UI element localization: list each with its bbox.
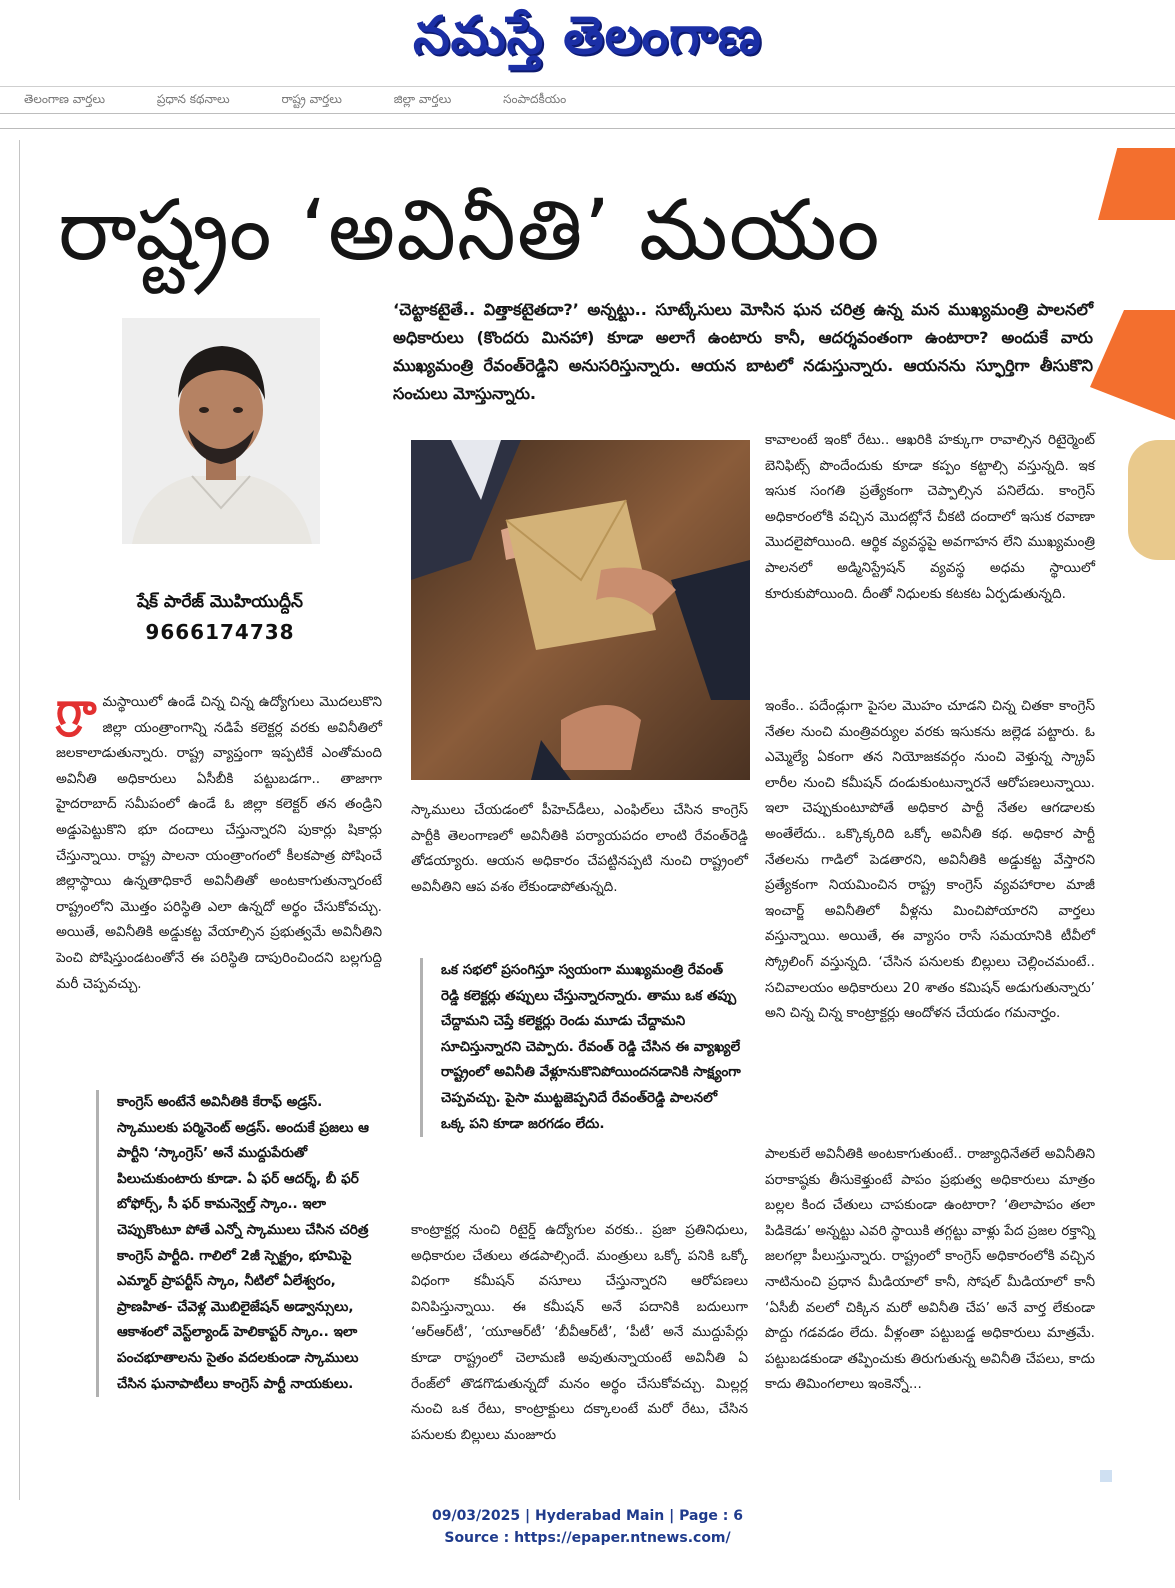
- ticker-item: సంపాదకీయం: [503, 92, 567, 106]
- column-1-text: మస్థాయిలో ఉండే చిన్న చిన్న ఉద్యోగులు మొదలుకొని జిల్లా యంత్రాంగాన్ని నడిపే కలెక్టర్ల వరకు అవినీతిలో జలకాలాడుతున్నారు. రాష్ట్ర వ్యాప్తంగా ఇప్పటికే ఎంతోమంది అవినీతి అధికారులు ఏసీబీకి పట్టుబడగా.. తాజాగా హైదరాబాద్ సమీపంలో ఉండే ఓ జిల్లా కలెక్టర్ తన తండ్రిని అడ్డుపెట్టుకొని భూ దందాలు చేస్తున్నారని పుకార్లు షికార్లు చేస్తున్నాయి. రాష్ట్ర పాలనా యంత్రాంగంలో కీలకపాత్ర పోషించే జిల్లాస్థాయి ఉన్నతాధికారే అవినీతితో అంటకాగుతున్నారంటే రాష్ట్రంలోని మొత్తం పరిస్థితి ఎలా ఉన్నదో అర్థం చేసుకోవచ్చు. అయితే, అవినీతికి అడ్డుకట్ట వేయాల్సిన ప్రభుత్వమే అవినీతిని పెంచి పోషిస్తుండటంతోనే ఈ పరిస్థితి దాపురించిందని బల్లగుద్ది మరీ చెప్పవచ్చు.: [56, 694, 382, 992]
- article-kicker: ‘చెట్టాకటైతే.. విత్తాకటైతదా?’ అన్నట్టు.. సూట్కేసులు మోసిన ఘన చరిత్ర ఉన్న మన ముఖ్యమంత్రి పాలనలో అధికారులు (కొందరు మినహా) కూడా అలాగే ఉంటారు కానీ, ఆదర్శవంతంగా ఉంటారా? అందుకే వారు ముఖ్యమంత్రి రేవంత్‌రెడ్డిని అనుసరిస్తున్నారు. ఆయన బాటలో నడుస్తున్నారు. ఆయనను స్ఫూర్తిగా తీసుకొని సంచులు మోస్తున్నారు.: [393, 300, 1093, 403]
- decorative-shape: [1090, 310, 1175, 420]
- margin-rule: [19, 140, 20, 1500]
- envelope-handover-icon: [411, 440, 750, 780]
- article-headline: రాష్ట్రం ‘అవినీతి’ మయం: [58, 181, 881, 279]
- author-name: షేక్ పారేజ్ మొహియుద్దీన్: [137, 592, 303, 612]
- author-photo: [122, 318, 320, 544]
- newspaper-logo: నమస్తే తెలంగాణ: [413, 6, 762, 66]
- author-phone: 9666174738: [145, 620, 295, 644]
- column-2-paragraph-1: స్కాములు చేయడంలో పీహెచ్‌డీలు, ఎంఫిల్‌లు చేసిన కాంగ్రెస్ పార్టీకి తెలంగాణలో అవినీతికి పర్యాయపదం లాంటి రేవంత్‌రెడ్డి తోడయ్యారు. ఆయన అధికారం చేపట్టినప్పటి నుంచి రాష్ట్రంలో అవినీతిని ఆప వశం లేకుండాపోతున్నది.: [411, 802, 748, 895]
- ticker-item: జిల్లా వార్తలు: [393, 92, 452, 106]
- decorative-shape: [1128, 440, 1175, 560]
- column-3-paragraph-1: కావాలంటే ఇంకో రేటు.. ఆఖరికి హక్కుగా రావాల్సిన రిటైర్మెంట్ బెనిఫిట్స్ పొందేందుకు కూడా కప్పం కట్టాల్సి వస్తున్నది. ఇక ఇసుక సంగతి ప్రత్యేకంగా చెప్పాల్సిన పనిలేదు. కాంగ్రెస్ అధికారంలోకి వచ్చిన మొదట్లోనే చీకటి దందాలో ఇసుక రవాణా మొదలైపోయింది. ఆర్థిక వ్యవస్థపై అవగాహన లేని ముఖ్యమంత్రి పాలనలో అడ్మినిస్ట్రేషన్ వ్యవస్థ అధమ స్థాయిలో కూరుకుపోయింది. దీంతో నిధులకు కటకట ఏర్పడుతున్నది.: [765, 432, 1095, 602]
- divider: [0, 128, 1175, 129]
- dropcap: గ్రా: [56, 684, 97, 735]
- masthead: [0, 0, 1175, 82]
- decorative-shape: [1098, 148, 1175, 220]
- column-2-paragraph-2: కాంట్రాక్టర్ల నుంచి రిటైర్డ్ ఉద్యోగుల వరకు.. ప్రజా ప్రతినిధులు, అధికారుల చేతులు తడపాల్సిందే. మంత్రులు ఒక్కో పనికి ఒక్కో విధంగా కమీషన్ వసూలు చేస్తున్నారని ఆరోపణలు వినిపిస్తున్నాయి. ఈ కమీషన్ అనే పదానికి బదులుగా ‘ఆర్‌ఆర్‌టీ’, ‘యూఆర్‌టీ’ ‘బీవీఆర్‌టీ’, ‘పీటీ’ అనే ముద్దుపేర్లు కూడా రాష్ట్రంలో చెలామణి అవుతున్నాయంటే అవినీతి ఏ రేంజ్‌లో తొడగొడుతున్నదో మనం అర్థం చేసుకోవచ్చు. మిల్లర్ల నుంచి ఒక రేటు, కాంట్రాక్టులు దక్కాలంటే మరో రేటు, చేసిన పనులకు బిల్లులు మంజూరు: [411, 1222, 748, 1443]
- ticker-strip: [0, 86, 1175, 114]
- ticker-item: ప్రధాన కథనాలు: [156, 92, 230, 106]
- footer-source-link[interactable]: Source : https://epaper.ntnews.com/: [444, 1530, 731, 1546]
- decorative-shape: [1100, 1470, 1112, 1482]
- column-1-paragraph: [56, 684, 382, 997]
- pull-quote-1: కాంగ్రెస్ అంటేనే అవినీతికి కేరాఫ్ అడ్రస్. స్కాములకు పర్మినెంట్ అడ్రస్. అందుకే ప్రజలు ఆ పార్టీని ‘స్కాంగ్రెస్’ అనే ముద్దుపేరుతో పిలుచుకుంటారు కూడా. ఏ ఫర్ ఆదర్శ్, బీ ఫర్ బోఫోర్స్, సీ ఫర్ కామన్వెల్త్ స్కాం.. ఇలా చెప్పుకొంటూ పోతే ఎన్నో స్కాములు చేసిన చరిత్ర కాంగ్రెస్ పార్టీది. గాలిలో 2జీ స్పెక్ట్రం, భూమిపై ఎమ్మార్ ప్రాపర్టీస్ స్కాం, నీటిలో ఏలేశ్వరం, ప్రాణహిత- చేవెళ్ల మొబిలైజేషన్ అడ్వాన్సులు, ఆకాశంలో వెస్ట్‌ల్యాండ్ హెలికాప్టర్ స్కాం.. ఇలా పంచభూతాలను సైతం వదలకుండా స్కాములు చేసిన ఘనాపాటీలు కాంగ్రెస్ పార్టీ నాయకులు.: [96, 1090, 387, 1397]
- column-3-paragraph-2: ఇంకేం.. పదేండ్లుగా పైసల మొహం చూడని చిన్న చితకా కాంగ్రెస్ నేతల నుంచి మంత్రివర్యుల వరకు ఇసుకను జల్లెడ పట్టారు. ఓ ఎమ్మెల్యే ఏకంగా తన నియోజకవర్గం నుంచి వెళ్తున్న స్క్రాప్ లారీల నుంచి కమీషన్ దండుకుంటున్నారనే ఆరోపణలున్నాయి. ఇలా చెప్పుకుంటూపోతే అధికార పార్టీ నేతల ఆగడాలకు అంతేలేదు.. ఒక్కొక్కరిది ఒక్కో అవినీతి కథ. అధికార పార్టీ నేతలను గాడిలో పెడతారని, అవినీతికి అడ్డుకట్ట వేస్తారని ప్రత్యేకంగా నియమించిన రాష్ట్ర కాంగ్రెస్ వ్యవహారాల మాజీ ఇంచార్జ్ అవినీతిలో వీళ్లను మించిపోయారని వార్తలు వస్తున్నాయి. అయితే, ఈ వ్యాసం రాసే సమయానికి టీవీలో స్క్రోలింగ్ వస్తున్నది. ‘చేసిన పనులకు బిల్లులు చెల్లించమంటే.. సచివాలయం అధికారులు 20 శాతం కమిషన్ అడుగుతున్నారు’ అని చిన్న చిన్న కాంట్రాక్టర్లు ఆందోళన చేయడం గమనార్హం.: [765, 698, 1095, 1022]
- footer-date-line: 09/03/2025 | Hyderabad Main | Page : 6: [431, 1508, 744, 1524]
- news-photo: [411, 440, 750, 780]
- ticker-item: రాష్ట్ర వార్తలు: [281, 92, 342, 106]
- column-3-paragraph-3: పాలకులే అవినీతికి అంటకాగుతుంటే.. రాజ్యాధినేతలే అవినీతిని పరాకాష్ఠకు తీసుకెళ్తుంటే పాపం ప్రభుత్వ అధికారులు మాత్రం బల్లల కింద చేతులు చాపకుండా ఉంటారా? ‘తిలాపాపం తలా పిడికెడు’ అన్నట్టు ఎవరి స్థాయికి తగ్గట్టు వాళ్లు పేద ప్రజల రక్తాన్ని జలగల్లా పీలుస్తున్నారు. రాష్ట్రంలో కాంగ్రెస్ అధికారంలోకి వచ్చిన నాటినుంచి ప్రధాన మీడియాలో కానీ, సోషల్ మీడియాలో కానీ ‘ఏసీబీ వలలో చిక్కిన మరో అవినీతి చేప’ అనే వార్త లేకుండా పొద్దు గడవడం లేదు. వీళ్లంతా పట్టుబడ్డ అధికారులు మాత్రమే. పట్టుబడకుండా తప్పించుకు తిరుగుతున్న అవినీతి చేపలు, కాదు కాదు తిమింగలాలు ఇంకెన్నో...: [765, 1146, 1095, 1393]
- pull-quote-2: ఒక సభలో ప్రసంగిస్తూ స్వయంగా ముఖ్యమంత్రి రేవంత్ రెడ్డి కలెక్టర్లు తప్పులు చేస్తున్నారన్నారు. తాము ఒక తప్పు చేద్దామని చెప్తే కలెక్టర్లు రెండు మూడు చేద్దామని సూచిస్తున్నారని చెప్పారు. రేవంత్ రెడ్డి చేసిన ఈ వ్యాఖ్యలే రాష్ట్రంలో అవినీతి వేళ్లూనుకొనిపోయిందనడానికి సాక్ష్యంగా చెప్పవచ్చు. పైసా ముట్టజెప్పనిదే రేవంత్‌రెడ్డి పాలనలో ఒక్క పని కూడా జరగడం లేదు.: [420, 958, 741, 1137]
- author-portrait-icon: [122, 318, 320, 544]
- ticker-item: తెలంగాణ వార్తలు: [24, 92, 106, 106]
